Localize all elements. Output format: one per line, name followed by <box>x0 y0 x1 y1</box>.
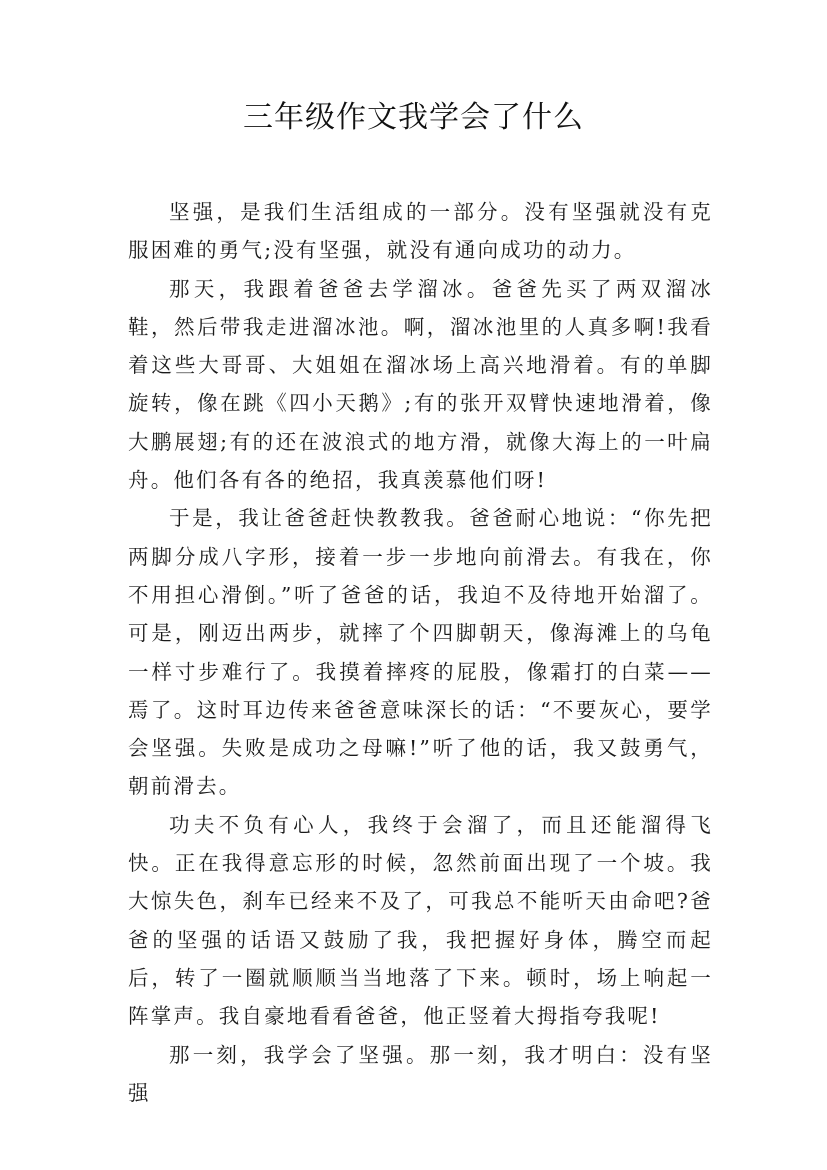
document-title: 三年级作文我学会了什么 <box>243 100 584 135</box>
paragraph-3: 于是，我让爸爸赶快教教我。爸爸耐心地说：“你先把两脚分成八字形，接着一步一步地向前滑去。有我在，你不用担心滑倒。”听了爸爸的话，我迫不及待地开始溜了。可是，刚迈出两步，就摔了个四脚朝天，像海滩上的乌龟一样寸步难行了。我摸着摔疼的屁股，像霜打的白菜——焉了。这时耳边传来爸爸意味深长的话：“不要灰心，要学会坚强。失败是成功之母嘛!”听了他的话，我又鼓勇气，朝前滑去。 <box>128 506 713 799</box>
paragraph-1: 坚强，是我们生活组成的一部分。没有坚强就没有克服困难的勇气;没有坚强，就没有通向成功的动力。 <box>128 200 713 263</box>
document-body <box>128 193 713 1112</box>
paragraph-5: 那一刻，我学会了坚强。那一刻，我才明白：没有坚强 <box>128 1042 713 1105</box>
paragraph-2: 那天，我跟着爸爸去学溜冰。爸爸先买了两双溜冰鞋，然后带我走进溜冰池。啊，溜冰池里的人真多啊!我看着这些大哥哥、大姐姐在溜冰场上高兴地滑着。有的单脚旋转，像在跳《四小天鹅》;有的张开双臂快速地滑着，像大鹏展翅;有的还在波浪式的地方滑，就像大海上的一叶扁舟。他们各有各的绝招，我真羡慕他们呀! <box>128 276 713 493</box>
paragraph-4: 功夫不负有心人，我终于会溜了，而且还能溜得飞快。正在我得意忘形的时候，忽然前面出现了一个坡。我大惊失色，刹车已经来不及了，可我总不能听天由命吧?爸爸的坚强的话语又鼓励了我，我把握好身体，腾空而起后，转了一圈就顺顺当当地落了下来。顿时，场上响起一阵掌声。我自豪地看看爸爸，他正竖着大拇指夸我呢! <box>128 812 713 1029</box>
